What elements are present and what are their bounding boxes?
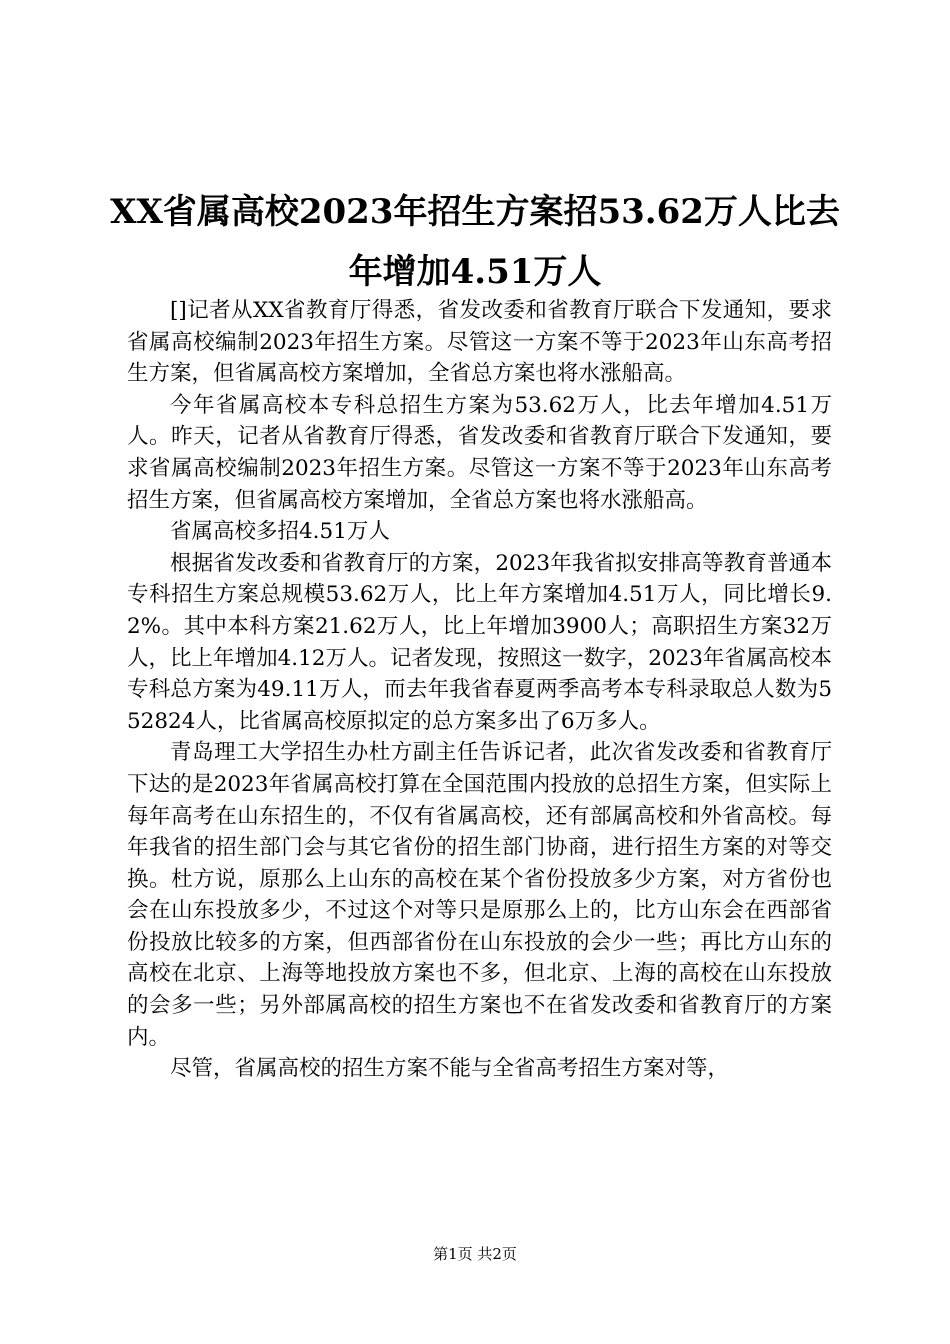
paragraph: 根据省发改委和省教育厅的方案，2023年我省拟安排高等教育普通本专科招生方案总规模53.62万人，比上年方案增加4.51万人，同比增长9.2%。其中本科方案21.62万人，比上年增加3900人；高职招生方案32万人，比上年增加4.12万人。记者发现，按照这一数字，2023年省属高校本专科总方案为49.11万人，而去年我省春夏两季高考本专科录取总人数为552824人，比省属高校原拟定的总方案多出了6万多人。 — [127, 550, 832, 734]
page-number-footer: 第1页 共2页 — [433, 1245, 517, 1263]
paragraph: 青岛理工大学招生办杜方副主任告诉记者，此次省发改委和省教育厅下达的是2023年省属高校打算在全国范围内投放的总招生方案，但实际上每年高考在山东招生的，不仅有省属高校，还有部属高校和外省高校。每年我省的招生部门会与其它省份的招生部门协商，进行招生方案的对等交换。杜方说，原那么上山东的高校在某个省份投放多少方案，对方省份也会在山东投放多少，不过这个对等只是原那么上的，比方山东会在西部省份投放比较多的方案，但西部省份在山东投放的会少一些；再比方山东的高校在北京、上海等地投放方案也不多，但北京、上海的高校在山东投放的会多一些；另外部属高校的招生方案也不在省发改委和省教育厅的方案内。 — [127, 740, 832, 1050]
paragraph: 尽管，省属高校的招生方案不能与全省高考招生方案对等， — [170, 1056, 730, 1082]
paragraph: []记者从XX省教育厅得悉，省发改委和省教育厅联合下发通知，要求省属高校编制2023年招生方案。尽管这一方案不等于2023年山东高考招生方案，但省属高校方案增加，全省总方案也将水涨船高。 — [127, 298, 832, 387]
document-body — [127, 295, 832, 1085]
paragraph: 今年省属高校本专科总招生方案为53.62万人，比去年增加4.51万人。昨天，记者从省教育厅得悉，省发改委和省教育厅联合下发通知，要求省属高校编制2023年招生方案。尽管这一方案不等于2023年山东高考招生方案，但省属高校方案增加，全省总方案也将水涨船高。 — [127, 392, 832, 513]
document-title: XX省属高校2023年招生方案招53.62万人比去年增加4.51万人 — [110, 192, 840, 292]
section-heading: 省属高校多招4.51万人 — [170, 519, 390, 545]
